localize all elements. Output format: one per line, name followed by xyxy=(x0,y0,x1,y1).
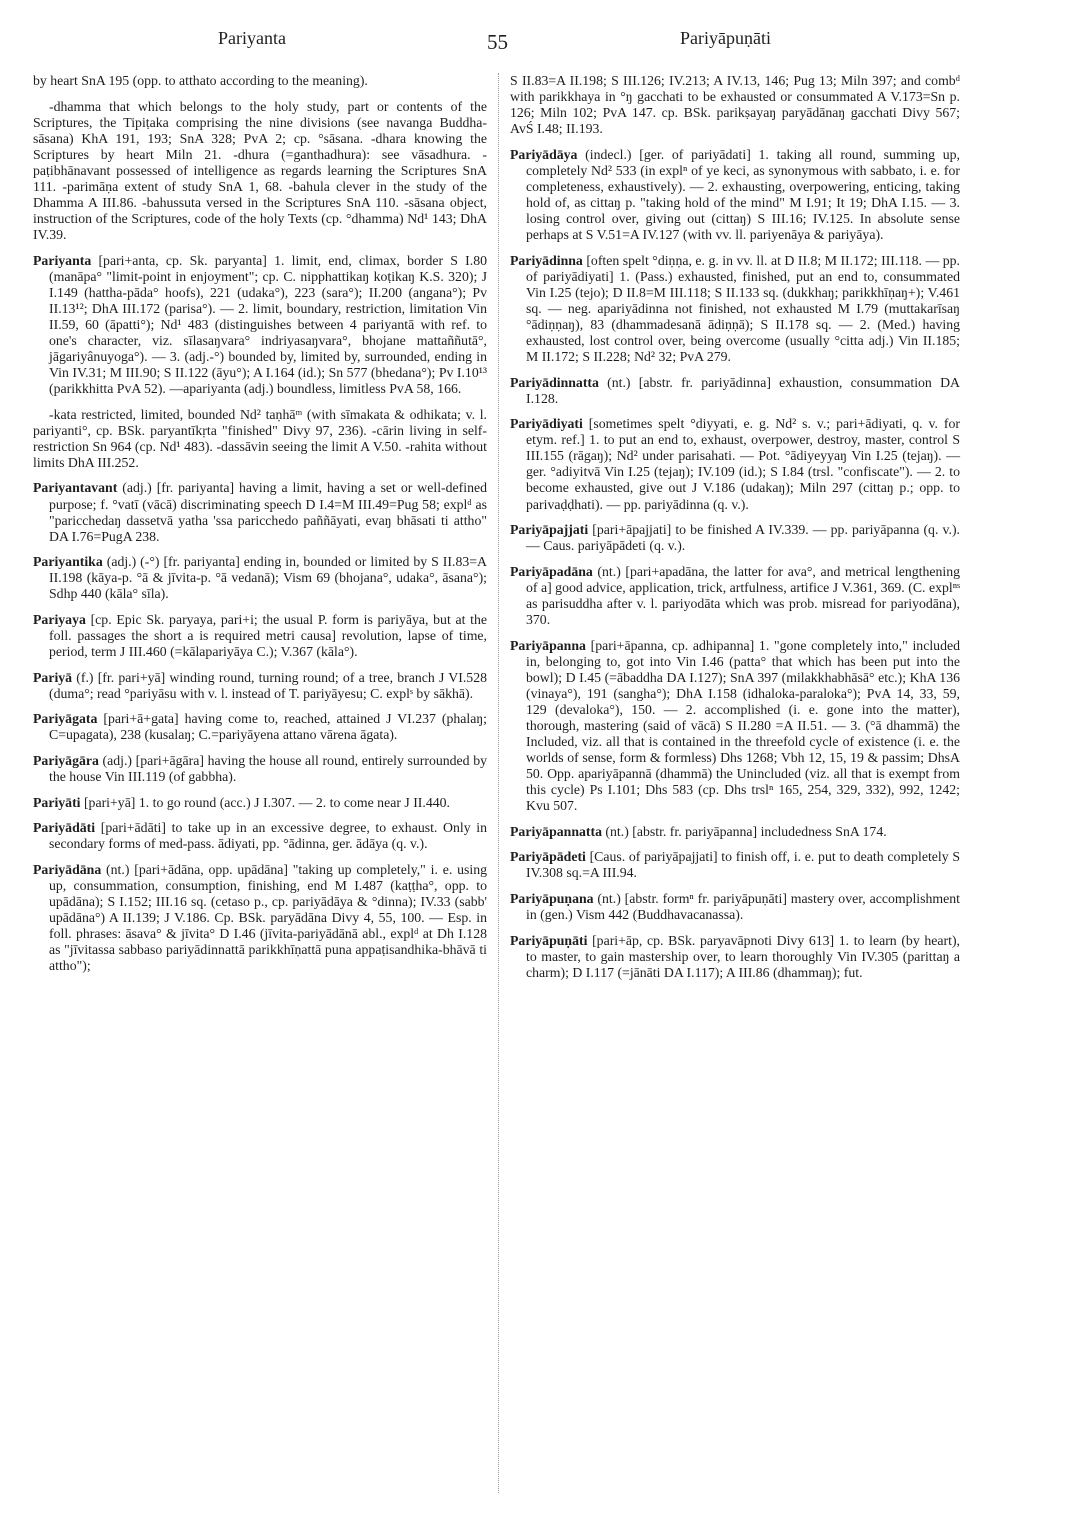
headword: Pariyādāna xyxy=(33,862,102,878)
entry-text: [pari+ādāti] to take up in an excessive degree, to exhaust. Only in secondary forms of med-pass. ādiyati, pp. °ādinna, ger. ādāya (q. v.). xyxy=(49,820,487,852)
entry-text: [sometimes spelt °diyyati, e. g. Nd² s. v.; pari+ādiyati, q. v. for etym. ref.] 1. to put an end to, exhaust, overpower, destroy, master, control S III.155 (rāgaŋ); Nd² under parisahati. — Pot. °ādiyeyyaŋ Vin I.25 (tejaŋ). — ger. °adiyitvā Vin I.25 (tejaŋ); IV.109 (id.); S I.84 (trsl. "confiscate"). — 2. to become exhausted, give out J V.186 (udakaŋ); Miln 297 (cittaŋ p.; opp. to parivaḍḍhati). — pp. pariyādinna (q. v.). xyxy=(526,416,960,512)
entry-text: [cp. Epic Sk. paryaya, pari+i; the usual P. form is pariyāya, but at the foll. passages the short a is required metri causa] revolution, lapse of time, period, term J III.460 (=kālapariyāya C.); V.367 (kāla°). xyxy=(49,611,487,660)
entry-text: (adj.) (-°) [fr. pariyanta] ending in, bounded or limited by S II.83=A II.198 (kāya-p. °ā & jīvita-p. °ā vedanā); Vism 69 (bhojana°, udaka°, āsana°); Sdhp 440 (kāla° sīla). xyxy=(49,554,487,602)
dictionary-entry xyxy=(33,480,487,544)
headword: Pariyāpadāna xyxy=(510,563,593,579)
left-guide-word: Pariyanta xyxy=(218,28,286,48)
dictionary-entry xyxy=(33,753,487,785)
entry-text: S II.83=A II.198; S III.126; IV.213; A IV.13, 146; Pug 13; Miln 397; and combᵈ with parikkhaya in °ŋ gacchati to be exhausted or consummated A V.173=Sn p. 126; Miln 102; PvA 147. cp. BSk. parikṣayaŋ paryādānaŋ gacchati Divy 567; AvŚ I.48; II.193. xyxy=(510,73,960,137)
dictionary-entry xyxy=(510,849,960,881)
entry-text: [pari+āpanna, cp. adhipanna] 1. "gone completely into," included in, belonging to, got into Vin I.46 (patta° that which has been put into the bowl); D I.45 (=ābaddha DA I.127); SnA 397 (milakkhabhāsā° etc.); KhA 136 (vinaya°), 191 (sangha°); DhA I.158 (idhaloka-paraloka°); PvA 14, 33, 59, 129 (devaloka°), 150. — 2. accomplished (i. e. gone into the matter), thorough, mastering (said of vācā) S II.280 =A II.51. — 3. (°ā dhammā) the Included, viz. all that is contained in the threefold cycle of existence (i. e. the worlds of sense, form & formless) Dhs 1268; Vbh 12, 15, 19 & passim; DhsA 50. Opp. apariyāpannā (dhammā) the Unincluded (viz. all that is exempt from this cycle) Ps I.101; Dhs 583 (cp. Dhs trslⁿ 165, 254, 329, 332), 992, 1242; Kvu 507. xyxy=(526,637,960,814)
entry-text: (f.) [fr. pari+yā] winding round, turning round; of a tree, branch J VI.528 (duma°; read °pariyāsu with v. l. instead of T. pariyāyesu; C. explˢ by sākhā). xyxy=(49,669,487,701)
entry-text: (nt.) [abstr. fr. pariyāpanna] includedness SnA 174. xyxy=(601,823,887,839)
dictionary-entry xyxy=(33,99,487,243)
headword: Pariyādāya xyxy=(510,146,578,162)
dictionary-entry xyxy=(510,638,960,815)
headword: Pariyādinnatta xyxy=(510,374,599,390)
headword: Pariyāti xyxy=(33,794,81,810)
headword: Pariyāpannatta xyxy=(510,823,602,839)
dictionary-entry xyxy=(33,795,487,811)
headword: Pariyaya xyxy=(33,611,86,627)
entry-text: (nt.) [abstr. formⁿ fr. pariyāpuṇāti] mastery over, accomplishment in (gen.) Vism 442 (Buddhavacanassa). xyxy=(526,891,960,923)
entry-text: [pari+āpajjati] to be finished A IV.339. — pp. pariyāpanna (q. v.). — Caus. pariyāpādeti (q. v.). xyxy=(526,522,960,554)
entry-text: (indecl.) [ger. of pariyādati] 1. taking all round, summing up, completely Nd² 533 (in explⁿ of ye keci, as synonymous with sabbato, i. e. for completeness, exhaustively). — 2. exhausting, overpowering, enticing, taking hold of, as cittaŋ p. "taking hold of the mind" M I.91; It 19; DhA I.15. — 3. losing control over, giving out (cittaŋ) S III.16; IV.125. In absolute sense perhaps at S V.51=A IV.127 (with vv. ll. pariyenāya & pariyāya). xyxy=(526,146,960,243)
entry-text: (nt.) [abstr. fr. pariyādinna] exhaustion, consummation DA I.128. xyxy=(526,374,960,406)
headword: Pariyāpuṇāti xyxy=(510,932,588,948)
dictionary-entry xyxy=(510,253,960,365)
dictionary-entry xyxy=(510,522,960,554)
headword: Pariyantavant xyxy=(33,480,118,496)
entry-text: [pari+āp, cp. BSk. paryavāpnoti Divy 613] 1. to learn (by heart), to master, to gain mastership over, to learn thoroughly Vin IV.305 (parittaŋ a charm); D I.117 (=jānāti DA I.117); A III.86 (dhammaŋ); fut. xyxy=(526,932,960,980)
right-column xyxy=(510,73,960,990)
headword: Pariyāpuṇana xyxy=(510,891,594,907)
entry-text: -dhamma that which belongs to the holy study, part or contents of the Scriptures, the Tipiṭaka comprising the nine divisions (see navanga Buddha-sāsana) KhA 191, 193; SnA 328; PvA 2; cp. °sāsana. -dhara knowing the Scriptures by heart Miln 21. -dhura (=ganthadhura): see vāsadhura. -paṭibhānavant possessed of intelligence as regards learning the Scriptures SnA 111. -parimāṇa extent of study SnA 1, 68. -bahula clever in the study of the Dhamma A III.86. -bahussuta versed in the Scriptures SnA 110. -sāsana object, instruction of the Scriptures, code of the holy Texts (cp. °dhamma) Nd¹ 143; DhA IV.39. xyxy=(33,98,487,243)
entry-text: [pari+ā+gata] having come to, reached, attained J VI.237 (phalaŋ; C=upagata), 238 (kusalaŋ; C.=pariyāyena attano vārena āgata). xyxy=(49,711,487,743)
right-guide-word: Pariyāpuṇāti xyxy=(680,28,771,48)
entry-text: [Caus. of pariyāpajjati] to finish off, i. e. put to death completely S IV.308 sq.=A III.94. xyxy=(526,849,960,881)
headword: Pariyanta xyxy=(33,252,92,268)
dictionary-entry xyxy=(33,554,487,602)
entry-text: by heart SnA 195 (opp. to atthato according to the meaning). xyxy=(33,73,368,88)
headword: Pariyādinna xyxy=(510,252,583,268)
headword: Pariyāgata xyxy=(33,711,98,727)
dictionary-entry xyxy=(33,73,487,89)
dictionary-entry xyxy=(510,891,960,923)
entry-text: [pari+anta, cp. Sk. paryanta] 1. limit, end, climax, border S I.80 (manāpa° "limit-point in enjoyment"; cp. C. nipphattikaŋ koṭikaŋ K.S. 320); J I.149 (hattha-pāda° hoofs), 221 (udaka°), 223 (sara°); II.200 (angana°); Pv II.13¹²; DhA III.172 (parisa°). — 2. limit, boundary, restriction, limitation Vin II.59, 60 (āpatti°); Nd¹ 483 (distinguishes between 4 pariyantā with ref. to one's character, viz. sīlasaŋvara° indriyasaŋvara°, bhojane mattaññutā°, jāgariyânuyoga°). — 3. (adj.-°) bounded by, limited by, surrounded, ending in Vin IV.31; M III.90; S II.122 (āyu°); A I.164 (id.); Sn 577 (bhedana°); Pv I.10¹³ (parikkhitta PvA 52). —apariyanta (adj.) boundless, limitless PvA 58, 166. xyxy=(49,252,487,397)
headword: Pariyāpajjati xyxy=(510,522,589,538)
dictionary-entry xyxy=(33,407,487,471)
dictionary-entry xyxy=(33,711,487,743)
dictionary-entry xyxy=(510,375,960,407)
dictionary-entry xyxy=(33,862,487,974)
entry-text: (adj.) [fr. pariyanta] having a limit, having a set or well-defined purpose; f. °vatī (vācā) discriminating speech D I.4=M III.49=Pug 58; explᵈ as "paricchedaŋ dassetvā yatha 'ssa paricchedo paññāyati, evaŋ bhāsati ti attho" DA I.76=PugA 238. xyxy=(49,480,487,544)
headword: Pariyā xyxy=(33,669,73,685)
dictionary-entry xyxy=(33,670,487,702)
entry-text: -kata restricted, limited, bounded Nd² taṇhāᵐ (with sīmakata & odhikata; v. l. pariyanti°, cp. BSk. paryantīkṛta "finished" Divy 97, 236). -cārin living in self-restriction Sn 964 (cp. Nd¹ 483). -dassāvin seeing the limit A V.50. -rahita without limits DhA III.252. xyxy=(33,406,487,470)
dictionary-entry xyxy=(510,824,960,840)
headword: Pariyāpādeti xyxy=(510,849,586,865)
entry-text: [pari+yā] 1. to go round (acc.) J I.307. — 2. to come near J II.440. xyxy=(80,794,450,810)
headword: Pariyāpanna xyxy=(510,637,586,653)
page-number: 55 xyxy=(487,30,508,54)
headword: Pariyantika xyxy=(33,554,103,570)
entry-text: (adj.) [pari+āgāra] having the house all round, entirely surrounded by the house Vin III.119 (of gabbha). xyxy=(49,753,487,785)
headword: Pariyāgāra xyxy=(33,753,99,769)
headword: Pariyādāti xyxy=(33,820,96,836)
dictionary-entry xyxy=(510,564,960,628)
dictionary-entry xyxy=(510,416,960,512)
dictionary-entry xyxy=(510,147,960,243)
entry-text: (nt.) [pari+ādāna, opp. upādāna] "taking up completely," i. e. using up, consummation, consumption, finishing, end M I.487 (kaṭṭha°, opp. to upādāna); S I.152; III.16 sq. (cetaso p., cp. pariyādāya & °dinna); IV.33 (sabb' upādāna°) A II.139; J V.186. Cp. BSk. paryādāna Divy 4, 55, 100. — Esp. in foll. phrases: āsava° & jīvita° D I.46 (jīvita-pariyādānā abl., explᵈ at Dh I.128 as "jīvitassa sabbaso pariyādinnattā parikkhīṇattā puna appaṭisandhika-bhāvā ti attho"); xyxy=(49,862,487,974)
entry-text: [often spelt °diṇṇa, e. g. in vv. ll. at D II.8; M II.172; III.118. — pp. of pariyādiyati] 1. (Pass.) exhausted, finished, put an end to, consummated Vin I.25 (tejo); D II.8=M III.118; S II.133 sq. (dukkhaŋ; parikkhīṇaŋ+); V.461 sq. — neg. apariyādinna not finished, not exhausted M I.79 (muttakarīsaŋ °ādiṇṇaŋ), 83 (dhammadesanā ādiṇṇā); S II.178 sq. — 2. (Med.) having exhausted, lost control over, being overcome (usually °citta adj.) Vin II.185; M II.172; S II.228; Nd² 32; PvA 279. xyxy=(526,252,960,364)
dictionary-entry xyxy=(33,612,487,660)
dictionary-entry xyxy=(33,253,487,397)
dictionary-entry xyxy=(33,820,487,852)
headword: Pariyādiyati xyxy=(510,416,583,432)
entry-text: (nt.) [pari+apadāna, the latter for ava°, and metrical lengthening of a] good advice, application, trick, artfulness, artifice J V.361, 369. (C. explⁿˢ as parisuddha after v. l. pariyodāta which was prob. misread for pariyodāna), 370. xyxy=(526,563,960,627)
column-divider xyxy=(498,73,499,1493)
dictionary-entry xyxy=(510,73,960,137)
left-column xyxy=(33,73,487,984)
running-head xyxy=(0,28,1073,56)
dictionary-entry xyxy=(510,933,960,981)
